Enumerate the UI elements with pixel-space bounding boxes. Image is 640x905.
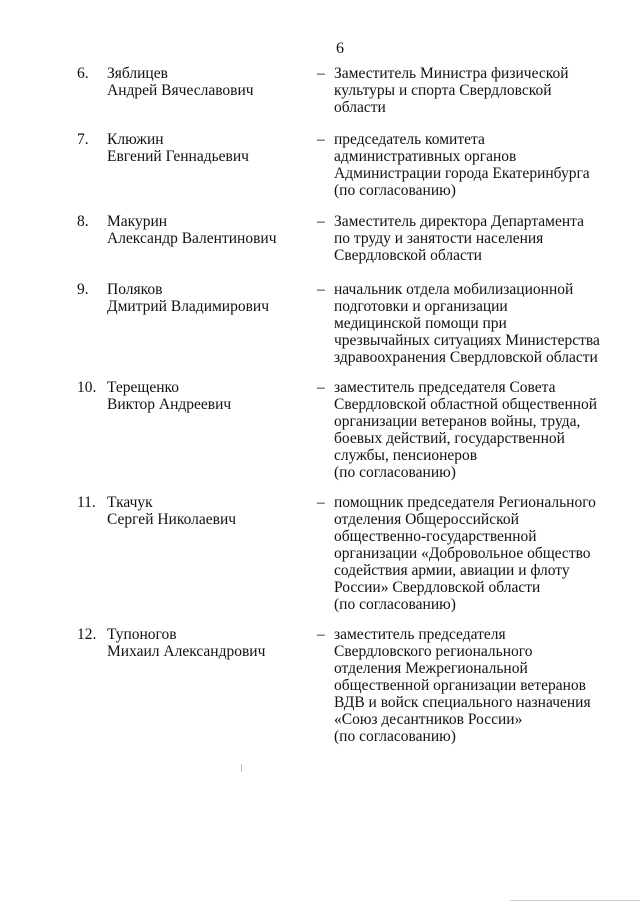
position-line: боевых действий, государственной (334, 430, 565, 447)
member-surname: Клюжин (107, 131, 164, 148)
member-name (107, 131, 307, 165)
member-given-names: Сергей Николаевич (107, 511, 237, 528)
position-line: заместитель председателя Совета (334, 379, 556, 396)
member-position (334, 379, 634, 481)
entry-number: 9. (77, 281, 89, 298)
member-position (334, 494, 634, 613)
position-line: чрезвычайных ситуациях Министерства (334, 332, 600, 349)
member-name (107, 281, 307, 315)
position-line: общественной организации ветеранов (334, 677, 586, 694)
member-position (334, 131, 634, 199)
position-line: Заместитель директора Департамента (334, 213, 584, 230)
member-name (107, 494, 307, 528)
position-line: отделения Общероссийской (334, 511, 519, 528)
member-position (334, 213, 634, 264)
member-surname: Зяблицев (107, 65, 168, 82)
entry-dash: – (317, 379, 325, 396)
entry-number: 11. (77, 494, 96, 511)
member-given-names: Михаил Александрович (107, 643, 266, 660)
entry-number: 12. (77, 626, 97, 643)
position-line: ВДВ и войск специального назначения (334, 694, 591, 711)
position-line: административных органов (334, 148, 517, 165)
position-line: здравоохранения Свердловской области (334, 349, 598, 366)
entry-dash: – (317, 281, 325, 298)
position-line: Свердловской области (334, 247, 482, 264)
member-given-names: Виктор Андреевич (107, 396, 232, 413)
position-line: России» Свердловской области (334, 579, 541, 596)
member-name (107, 626, 307, 660)
position-line: Администрации города Екатеринбурга (334, 165, 590, 182)
entry-dash: – (317, 494, 325, 511)
position-line: организации «Добровольное общество (334, 545, 591, 562)
member-given-names: Евгений Геннадьевич (107, 148, 249, 165)
member-position (334, 281, 634, 366)
position-line: отделения Межрегиональной (334, 660, 528, 677)
position-line: по труду и занятости населения (334, 230, 544, 247)
entry-number: 6. (77, 65, 89, 82)
member-position (334, 626, 634, 745)
scan-edge-line (510, 900, 640, 901)
entry-number: 8. (77, 213, 89, 230)
position-line: Свердловской областной общественной (334, 396, 598, 413)
entry-number: 7. (77, 131, 89, 148)
position-line: председатель комитета (334, 131, 485, 148)
position-line: Заместитель Министра физической (334, 65, 569, 82)
position-line: (по согласованию) (334, 182, 456, 199)
member-surname: Поляков (107, 281, 163, 298)
position-line: (по согласованию) (334, 464, 456, 481)
member-name (107, 65, 307, 99)
position-line: культуры и спорта Свердловской (334, 82, 552, 99)
member-surname: Ткачук (107, 494, 153, 511)
member-surname: Макурин (107, 213, 168, 230)
position-line: заместитель председателя (334, 626, 506, 643)
member-position (334, 65, 634, 116)
position-line: помощник председателя Регионального (334, 494, 596, 511)
position-line: подготовки и организации (334, 298, 508, 315)
member-name (107, 379, 307, 413)
member-name (107, 213, 307, 247)
member-surname: Терещенко (107, 379, 179, 396)
position-line: «Союз десантников России» (334, 711, 523, 728)
entry-dash: – (317, 626, 325, 643)
position-line: службы, пенсионеров (334, 447, 478, 464)
scan-mark (241, 764, 242, 772)
entry-dash: – (317, 213, 325, 230)
position-line: Свердловского регионального (334, 643, 533, 660)
position-line: медицинской помощи при (334, 315, 507, 332)
position-line: содействия армии, авиации и флоту (334, 562, 570, 579)
member-surname: Тупоногов (107, 626, 177, 643)
entry-number: 10. (77, 379, 97, 396)
entry-dash: – (317, 65, 325, 82)
position-line: (по согласованию) (334, 596, 456, 613)
entry-dash: – (317, 131, 325, 148)
member-given-names: Андрей Вячеславович (107, 82, 254, 99)
position-line: общественно-государственной (334, 528, 537, 545)
position-line: области (334, 99, 386, 116)
member-given-names: Александр Валентинович (107, 230, 277, 247)
position-line: (по согласованию) (334, 728, 456, 745)
position-line: начальник отдела мобилизационной (334, 281, 574, 298)
page-number: 6 (336, 40, 344, 57)
member-given-names: Дмитрий Владимирович (107, 298, 270, 315)
position-line: организации ветеранов войны, труда, (334, 413, 581, 430)
